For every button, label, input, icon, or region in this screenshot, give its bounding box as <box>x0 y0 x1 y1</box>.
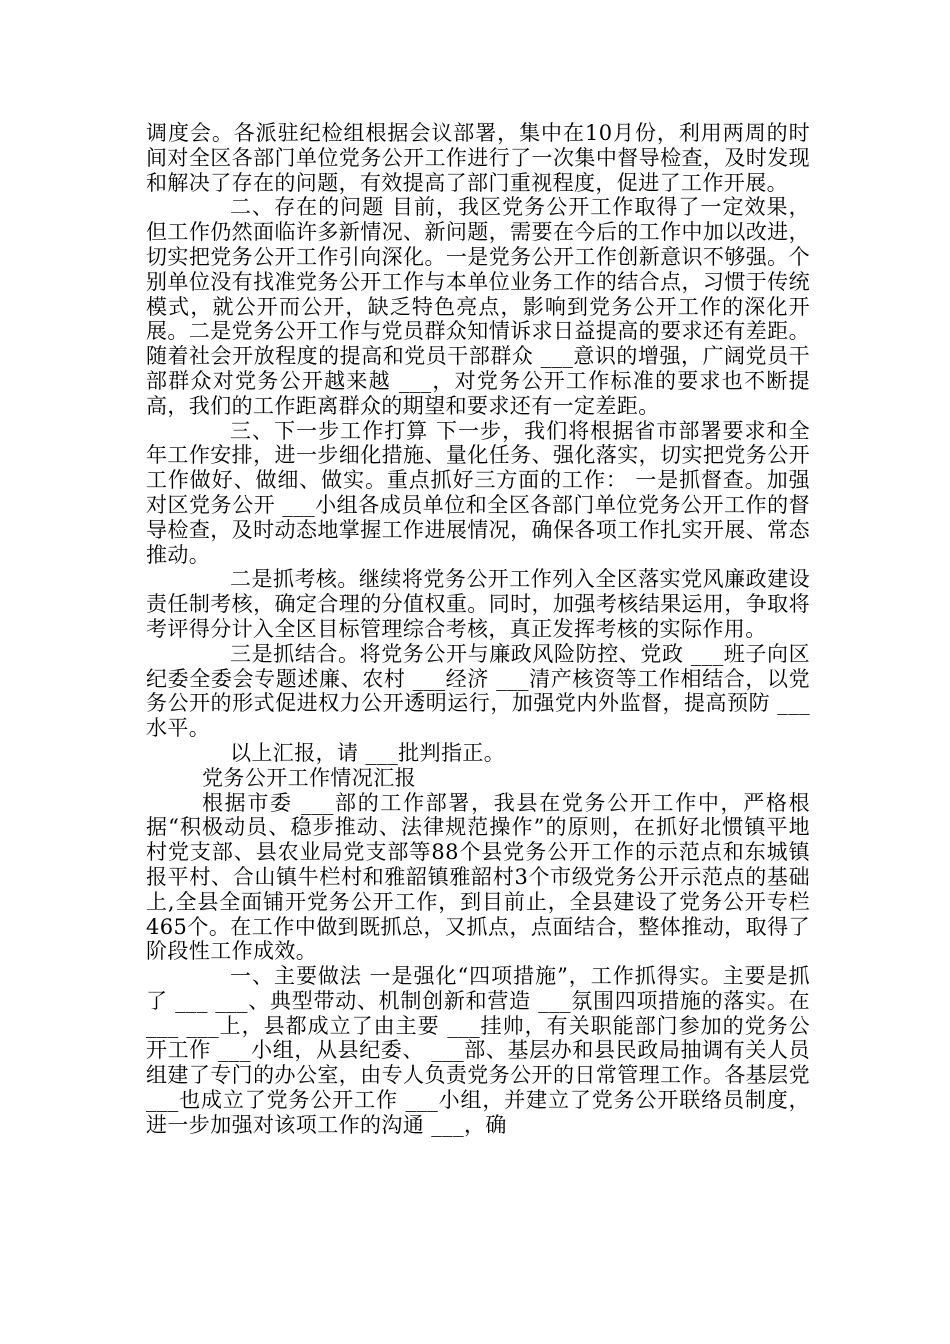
paragraph-problems: 二、存在的问题 目前，我区党务公开工作取得了一定效果，但工作仍然面临许多新情况、新问题，需要在今后的工作中加以改进，切实把党务公开工作引向深化。一是党务公开工作创新意识不够强。个别单位没有找准党务公开工作与本单位业务工作的结合点，习惯于传统模式，就公开而公开，缺乏特色亮点，影响到党务公开工作的深化开展。二是党务公开工作与党员群众知情诉求日益提高的要求还有差距。随着社会开放程度的提高和党员干部群众 ___意识的增强，广阔党员干部群众对党务公开越来越 ___，对党务公开工作标准的要求也不断提高，我们的工作距离群众的期望和要求还有一定差距。 <box>146 195 810 418</box>
paragraph-assessment: 二是抓考核。继续将党务公开工作列入全区落实党风廉政建设责任制考核，确定合理的分值权重。同时，加强考核结果运用，争取将考评得分计入全区目标管理综合考核，真正发挥考核的实际作用。 <box>146 567 810 641</box>
paragraph-integration: 三是抓结合。将党务公开与廉政风险防控、党政 ___班子向区纪委全委会专题述廉、农村 ___经济 ___清产核资等工作相结合，以党务公开的形式促进权力公开透明运行，加强党内外监督，提高预防 ___水平。 <box>146 641 810 741</box>
paragraph-report-intro: 根据市委 ___部的工作部署，我县在党务公开工作中，严格根据“积极动员、稳步推动、法律规范操作”的原则，在抓好北惯镇平地村党支部、县农业局党支部等88个县党务公开工作的示范点和东城镇报平村、合山镇牛栏村和雅韶镇雅韶村3个市级党务公开示范点的基础上,全县全面铺开党务公开工作，到目前止，全县建设了党务公开专栏465个。在工作中做到既抓总，又抓点，点面结合，整体推动，取得了阶段性工作成效。 <box>146 790 810 964</box>
paragraph-intro: 调度会。各派驻纪检组根据会议部署，集中在10月份，利用两周的时间对全区各部门单位党务公开工作进行了一次集中督导检查，及时发现和解决了存在的问题，有效提高了部门重视程度，促进了工作开展。 <box>146 121 810 195</box>
document-body <box>146 121 810 1138</box>
paragraph-main-practices: 一、主要做法 一是强化“四项措施”，工作抓得实。主要是抓了 ___ ___、典型带动、机制创新和营造 ___氛围四项措施的落实。在 ___ ___上，县都成立了由主要 ___挂帅，有关职能部门参加的党务公开工作 ___小组，从县纪委、 ___部、基层办和县民政局抽调有关人员组建了专门的办公室，由专人负责党务公开的日常管理工作。各基层党 ___也成立了党务公开工作 ___小组，并建立了党务公开联络员制度，进一步加强对该项工作的沟通 ___，确 <box>146 964 810 1137</box>
paragraph-closing: 以上汇报，请 ___批判指正。 <box>230 740 506 765</box>
paragraph-next-steps: 三、下一步工作打算 下一步，我们将根据省市部署要求和全年工作安排，进一步细化措施、量化任务、强化落实，切实把党务公开工作做好、做细、做实。重点抓好三方面的工作： 一是抓督查。加强对区党务公开 ___小组各成员单位和全区各部门单位党务公开工作的督导检查，及时动态地掌握工作进展情况，确保各项工作扎实开展、常态推动。 <box>146 418 810 567</box>
report-title: 党务公开工作情况汇报 <box>202 765 416 790</box>
